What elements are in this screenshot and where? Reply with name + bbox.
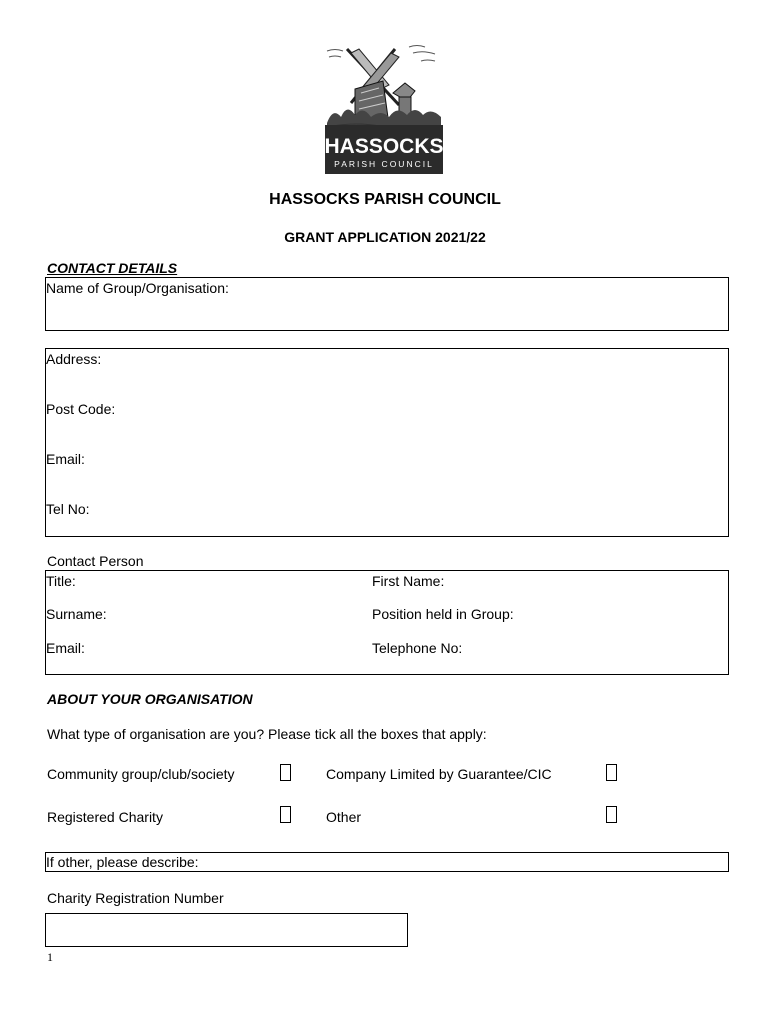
logo-subtitle: PARISH COUNCIL <box>334 159 434 169</box>
option-other-checkbox[interactable] <box>606 806 617 823</box>
position-label: Position held in Group: <box>372 606 514 622</box>
org-name-label: Name of Group/Organisation: <box>46 280 229 296</box>
option-company-label: Company Limited by Guarantee/CIC <box>326 766 552 782</box>
org-type-question: What type of organisation are you? Please tick all the boxes that apply: <box>47 726 487 742</box>
other-description-label: If other, please describe: <box>46 854 199 870</box>
contact-person-heading: Contact Person <box>47 553 144 569</box>
option-community-checkbox[interactable] <box>280 764 291 781</box>
contact-person-field[interactable] <box>45 570 729 675</box>
contact-email-label: Email: <box>46 640 85 656</box>
title-label: Title: <box>46 573 76 589</box>
logo-name: HASSOCKS <box>325 135 443 158</box>
option-company-checkbox[interactable] <box>606 764 617 781</box>
other-description-field[interactable] <box>45 852 729 872</box>
option-other-label: Other <box>326 809 362 825</box>
option-community-label: Community group/club/society <box>47 766 235 782</box>
first-name-label: First Name: <box>372 573 445 589</box>
charity-number-input[interactable] <box>45 913 408 947</box>
postcode-label: Post Code: <box>46 401 116 417</box>
hassocks-logo <box>325 43 443 174</box>
address-field[interactable] <box>45 348 729 537</box>
tel-label: Tel No: <box>46 501 90 517</box>
surname-label: Surname: <box>46 606 107 622</box>
windmill-illustration <box>325 43 443 174</box>
org-name-field[interactable] <box>45 277 729 331</box>
option-charity-checkbox[interactable] <box>280 806 291 823</box>
address-label: Address: <box>46 351 102 367</box>
council-heading: HASSOCKS PARISH COUNCIL <box>269 191 501 208</box>
option-charity-label: Registered Charity <box>47 809 163 825</box>
page-number: 1 <box>47 950 53 964</box>
about-heading: ABOUT YOUR ORGANISATION <box>47 691 253 707</box>
email-label: Email: <box>46 451 85 467</box>
form-title: GRANT APPLICATION 2021/22 <box>284 229 486 245</box>
charity-number-label: Charity Registration Number <box>47 890 224 906</box>
contact-details-heading: CONTACT DETAILS <box>47 260 178 276</box>
telephone-label: Telephone No: <box>372 640 463 656</box>
